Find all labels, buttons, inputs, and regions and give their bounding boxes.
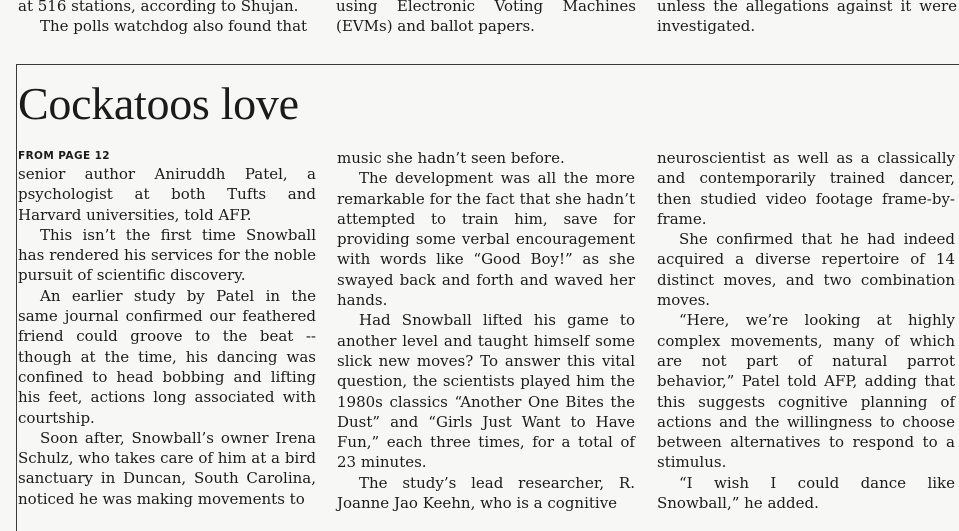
left-border-rule xyxy=(16,64,17,531)
paragraph: neuroscientist as well as a classically and contemporarily trained dancer, then studied video footage frame-by-frame. xyxy=(657,149,955,228)
paragraph: The study’s lead researcher, R. Joanne Jao Keehn, who is a cognitive xyxy=(337,473,635,513)
article-column-2 xyxy=(337,148,635,513)
article-column-3 xyxy=(657,148,955,513)
article-column-1 xyxy=(18,148,316,509)
paragraph: “I wish I could dance like Snowball,” he added. xyxy=(657,473,955,513)
previous-article-column-2 xyxy=(336,0,636,36)
paragraph: unless the allegations against it were investigated. xyxy=(657,0,957,35)
previous-article-column-1 xyxy=(18,0,318,36)
paragraph: The polls watchdog also found that xyxy=(40,17,308,35)
paragraph: at 516 stations, according to Shujan. xyxy=(18,0,299,15)
paragraph: An earlier study by Patel in the same journal confirmed our feathered friend could groove to the beat -- though at the time, his dancing was confined to head bobbing and lifting his feet, actions long associated with courtship. xyxy=(18,286,316,427)
continued-from-label: FROM PAGE 12 xyxy=(18,150,111,162)
paragraph: This isn’t the first time Snowball has rendered his services for the noble pursuit of scientific discovery. xyxy=(18,225,316,285)
paragraph: Had Snowball lifted his game to another level and taught himself some slick new moves? To answer this vital question, the scientists played him the 1980s classics “Another One Bites the Dust” and “Girls Just Want to Have Fun,” each three times, for a total of 23 minutes. xyxy=(337,311,635,472)
paragraph: Soon after, Snowball’s owner Irena Schulz, who takes care of him at a bird sanctuary in Duncan, South Carolina, noticed he was making movements to xyxy=(18,428,316,508)
paragraph: “Here, we’re looking at highly complex movements, many of which are not part of natural parrot behavior,” Patel told AFP, adding that this suggests cognitive planning of actions and the willingness to choose between alternatives to respond to a stimulus. xyxy=(657,311,955,472)
previous-article-column-3 xyxy=(657,0,957,36)
section-divider xyxy=(16,64,959,65)
paragraph: She confirmed that he had indeed acquired a diverse repertoire of 14 distinct moves, and two combination moves. xyxy=(657,230,955,310)
paragraph: using Electronic Voting Machines (EVMs) and ballot papers. xyxy=(336,0,636,35)
paragraph: The development was all the more remarkable for the fact that she hadn’t attempted to train him, save for providing some verbal encouragement with words like “Good Boy!” as she swayed back and forth and waved her hands. xyxy=(337,169,635,310)
paragraph: senior author Aniruddh Patel, a psychologist at both Tufts and Harvard universities, told AFP. xyxy=(18,165,316,224)
article-headline: Cockatoos love xyxy=(18,78,299,129)
paragraph: music she hadn’t seen before. xyxy=(337,149,565,167)
